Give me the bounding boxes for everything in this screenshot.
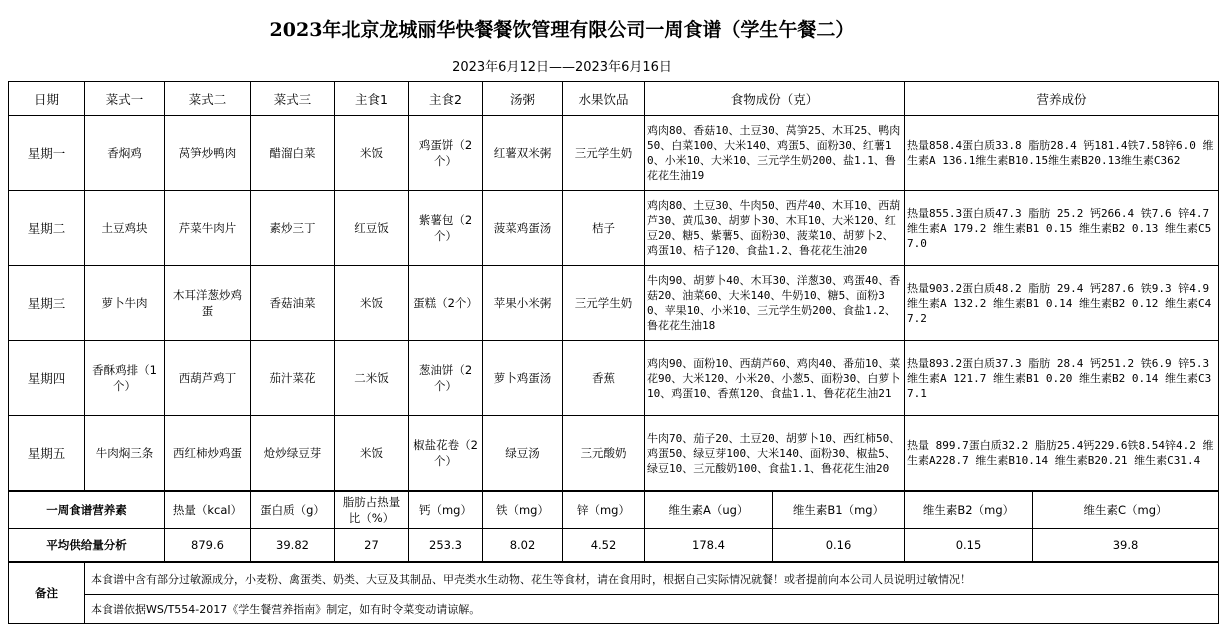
staple2-cell: 紫薯包（2个） xyxy=(409,191,483,266)
ingredients-cell: 鸡肉80、土豆30、牛肉50、西芹40、木耳10、西葫芦30、黄瓜30、胡萝卜30、木耳10、大米120、红豆20、糖5、紫薯5、面粉30、菠菜10、胡萝卜2、鸡蛋10、桔子120、食盐1.2、鲁花花生油20 xyxy=(645,191,905,266)
dish3-cell: 素炒三丁 xyxy=(251,191,335,266)
header-soup: 汤粥 xyxy=(483,82,563,116)
day-row xyxy=(9,416,1219,492)
weekly-nutrient-value-row xyxy=(9,529,1219,563)
nutrient-header-vitamin-a: 维生素A（ug） xyxy=(645,491,773,529)
weekly-nutrient-header-row xyxy=(9,491,1219,529)
day-row xyxy=(9,191,1219,266)
average-supply-label: 平均供给量分析 xyxy=(9,529,165,563)
remarks-label: 备注 xyxy=(9,562,85,624)
day-name: 星期二 xyxy=(9,191,85,266)
nutrient-header-vitamin-c: 维生素C（mg） xyxy=(1033,491,1219,529)
staple1-cell: 米饭 xyxy=(335,266,409,341)
soup-cell: 红薯双米粥 xyxy=(483,116,563,191)
dish1-cell: 香酥鸡排（1个） xyxy=(85,341,165,416)
dish1-cell: 牛肉焖三条 xyxy=(85,416,165,492)
fruit-cell: 桔子 xyxy=(563,191,645,266)
header-dish1: 菜式一 xyxy=(85,82,165,116)
fruit-cell: 三元学生奶 xyxy=(563,116,645,191)
nutrient-header-fat-ratio: 脂肪占热量比（%） xyxy=(335,491,409,529)
ingredients-cell: 鸡肉80、香菇10、土豆30、莴笋25、木耳25、鸭肉50、白菜100、大米140、鸡蛋5、面粉30、红薯10、小米10、大米10、三元学生奶200、盐1.1、鲁花花生油19 xyxy=(645,116,905,191)
dish3-cell: 炝炒绿豆芽 xyxy=(251,416,335,492)
dish2-cell: 木耳洋葱炒鸡蛋 xyxy=(165,266,251,341)
fruit-cell: 三元酸奶 xyxy=(563,416,645,492)
staple2-cell: 蛋糕（2个） xyxy=(409,266,483,341)
dish2-cell: 西葫芦鸡丁 xyxy=(165,341,251,416)
nutrient-value-vitamin-c: 39.8 xyxy=(1033,529,1219,563)
date-range: 2023年6月12日——2023年6月16日 xyxy=(452,60,672,75)
staple1-cell: 米饭 xyxy=(335,116,409,191)
nutrient-value-vitamin-b2: 0.15 xyxy=(905,529,1033,563)
dish3-cell: 醋溜白菜 xyxy=(251,116,335,191)
nutrient-header-energy: 热量（kcal） xyxy=(165,491,251,529)
ingredients-cell: 鸡肉90、面粉10、西葫芦60、鸡肉40、番茄10、菜花90、大米120、小米20、小葱5、面粉30、白萝卜10、鸡蛋10、香蕉120、食盐1.1、鲁花花生油21 xyxy=(645,341,905,416)
header-staple2: 主食2 xyxy=(409,82,483,116)
nutrition-cell: 热量893.2蛋白质37.3 脂肪 28.4 钙251.2 铁6.9 锌5.3 维生素A 121.7 维生素B1 0.20 维生素B2 0.14 维生素C37.1 xyxy=(905,341,1219,416)
nutrition-cell: 热量 899.7蛋白质32.2 脂肪25.4钙229.6铁8.54锌4.2 维生素A228.7 维生素B10.14 维生素B20.21 维生素C31.4 xyxy=(905,416,1219,492)
day-row xyxy=(9,116,1219,191)
fruit-cell: 三元学生奶 xyxy=(563,266,645,341)
staple1-cell: 红豆饭 xyxy=(335,191,409,266)
dish2-cell: 西红柿炒鸡蛋 xyxy=(165,416,251,492)
staple2-cell: 鸡蛋饼（2个） xyxy=(409,116,483,191)
nutrient-header-iron: 铁（mg） xyxy=(483,491,563,529)
header-fruit: 水果饮品 xyxy=(563,82,645,116)
staple1-cell: 米饭 xyxy=(335,416,409,492)
nutrient-value-protein: 39.82 xyxy=(251,529,335,563)
nutrition-cell: 热量858.4蛋白质33.8 脂肪28.4 钙181.4铁7.58锌6.0 维生素A 136.1维生素B10.15维生素B20.13维生素C362 xyxy=(905,116,1219,191)
nutrient-value-vitamin-b1: 0.16 xyxy=(773,529,905,563)
dish2-cell: 莴笋炒鸭肉 xyxy=(165,116,251,191)
soup-cell: 菠菜鸡蛋汤 xyxy=(483,191,563,266)
nutrient-header-protein: 蛋白质（g） xyxy=(251,491,335,529)
nutrient-header-vitamin-b2: 维生素B2（mg） xyxy=(905,491,1033,529)
nutrient-value-zinc: 4.52 xyxy=(563,529,645,563)
fruit-cell: 香蕉 xyxy=(563,341,645,416)
day-name: 星期五 xyxy=(9,416,85,492)
remark-row xyxy=(9,595,1219,624)
dish1-cell: 土豆鸡块 xyxy=(85,191,165,266)
staple2-cell: 葱油饼（2个） xyxy=(409,341,483,416)
nutrient-value-vitamin-a: 178.4 xyxy=(645,529,773,563)
header-row xyxy=(9,82,1219,116)
ingredients-cell: 牛肉70、茄子20、土豆20、胡萝卜10、西红柿50、鸡蛋50、绿豆芽100、大米140、面粉30、椒盐5、绿豆10、三元酸奶100、食盐1.1、鲁花花生油20 xyxy=(645,416,905,492)
nutrient-header-zinc: 锌（mg） xyxy=(563,491,645,529)
page-title: 2023年北京龙城丽华快餐餐饮管理有限公司一周食谱（学生午餐二） xyxy=(269,19,855,41)
day-name: 星期三 xyxy=(9,266,85,341)
dish1-cell: 香焖鸡 xyxy=(85,116,165,191)
day-name: 星期四 xyxy=(9,341,85,416)
ingredients-cell: 牛肉90、胡萝卜40、木耳30、洋葱30、鸡蛋40、香菇20、油菜60、大米140、牛奶10、糖5、面粉30、苹果10、小米10、三元学生奶200、食盐1.2、鲁花花生油18 xyxy=(645,266,905,341)
day-row xyxy=(9,266,1219,341)
dish1-cell: 萝卜牛肉 xyxy=(85,266,165,341)
allergen-notice: 本食谱中含有部分过敏源成分，小麦粉、禽蛋类、奶类、大豆及其制品、甲壳类水生动物、花生等食材，请在食用时，根据自己实际情况就餐！或者提前向本公司人员说明过敏情况！ xyxy=(85,562,1219,595)
nutrient-value-iron: 8.02 xyxy=(483,529,563,563)
header-nutrition: 营养成份 xyxy=(905,82,1219,116)
dish3-cell: 茄汁菜花 xyxy=(251,341,335,416)
staple2-cell: 椒盐花卷（2个） xyxy=(409,416,483,492)
nutrition-cell: 热量903.2蛋白质48.2 脂肪 29.4 钙287.6 铁9.3 锌4.9 维生素A 132.2 维生素B1 0.14 维生素B2 0.12 维生素C47.2 xyxy=(905,266,1219,341)
soup-cell: 萝卜鸡蛋汤 xyxy=(483,341,563,416)
day-row xyxy=(9,341,1219,416)
nutrient-value-calcium: 253.3 xyxy=(409,529,483,563)
dish2-cell: 芹菜牛肉片 xyxy=(165,191,251,266)
nutrient-header-calcium: 钙（mg） xyxy=(409,491,483,529)
staple1-cell: 二米饭 xyxy=(335,341,409,416)
soup-cell: 苹果小米粥 xyxy=(483,266,563,341)
header-date: 日期 xyxy=(9,82,85,116)
header-dish3: 菜式三 xyxy=(251,82,335,116)
header-ingredients: 食物成份（克） xyxy=(645,82,905,116)
day-name: 星期一 xyxy=(9,116,85,191)
header-dish2: 菜式二 xyxy=(165,82,251,116)
nutrition-cell: 热量855.3蛋白质47.3 脂肪 25.2 钙266.4 铁7.6 锌4.7 维生素A 179.2 维生素B1 0.15 维生素B2 0.13 维生素C57.0 xyxy=(905,191,1219,266)
dish3-cell: 香菇油菜 xyxy=(251,266,335,341)
soup-cell: 绿豆汤 xyxy=(483,416,563,492)
remark-row xyxy=(9,562,1219,595)
guideline-notice: 本食谱依据WS/T554-2017《学生餐营养指南》制定，如有时令菜变动请谅解。 xyxy=(85,595,1219,624)
menu-table xyxy=(8,81,1219,624)
nutrient-value-energy: 879.6 xyxy=(165,529,251,563)
header-staple1: 主食1 xyxy=(335,82,409,116)
weekly-nutrient-label: 一周食谱营养素 xyxy=(9,491,165,529)
nutrient-header-vitamin-b1: 维生素B1（mg） xyxy=(773,491,905,529)
nutrient-value-fat-ratio: 27 xyxy=(335,529,409,563)
